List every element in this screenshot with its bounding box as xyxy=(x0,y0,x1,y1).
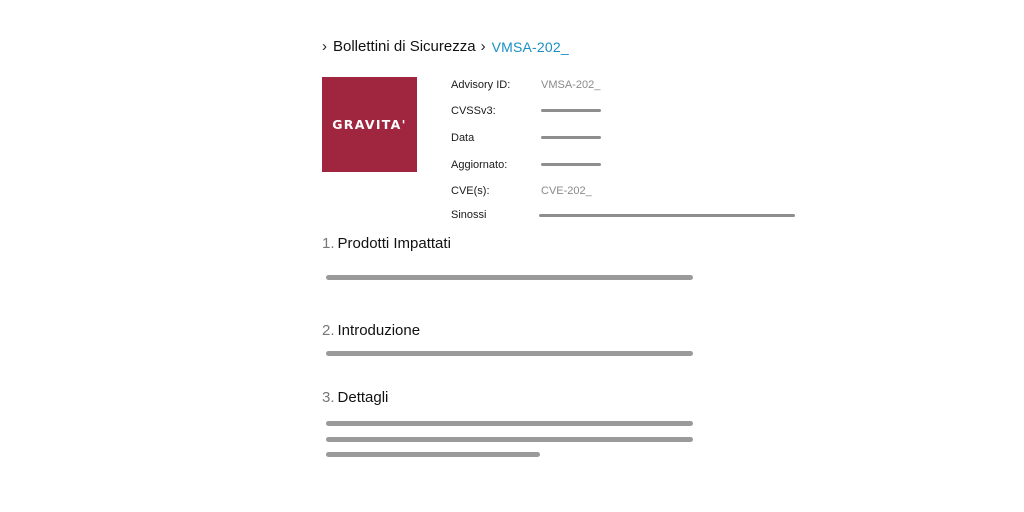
text-placeholder-line xyxy=(326,437,693,442)
updated-label: Aggiornato: xyxy=(451,159,508,171)
section-number: 2. xyxy=(322,322,335,339)
section-title: Prodotti Impattati xyxy=(337,235,451,252)
section-number: 1. xyxy=(322,235,335,252)
date-label: Data xyxy=(451,132,475,144)
chevron-right-icon: › xyxy=(480,38,486,55)
breadcrumb-security-bulletins[interactable]: Bollettini di Sicurezza xyxy=(333,38,476,55)
severity-label: GRAVITA' xyxy=(332,117,407,132)
breadcrumb-current-advisory[interactable]: VMSA-202_ xyxy=(491,39,569,55)
text-placeholder-line xyxy=(326,351,693,356)
text-placeholder-line xyxy=(326,275,693,280)
breadcrumb xyxy=(322,37,569,57)
cvss-value-placeholder xyxy=(541,109,601,112)
section-number: 3. xyxy=(322,389,335,406)
advisory-id-label: Advisory ID: xyxy=(451,79,511,91)
severity-badge xyxy=(322,77,417,172)
section-heading-introduction xyxy=(322,321,420,341)
cves-label: CVE(s): xyxy=(451,185,490,197)
section-heading-impacted-products xyxy=(322,234,451,254)
updated-value-placeholder xyxy=(541,163,601,166)
advisory-id-value: VMSA-202_ xyxy=(541,79,601,91)
section-heading-details xyxy=(322,388,388,408)
synopsis-label: Sinossi xyxy=(451,209,487,221)
cves-value[interactable]: CVE-202_ xyxy=(541,185,592,197)
synopsis-value-placeholder xyxy=(539,214,795,217)
text-placeholder-line xyxy=(326,421,693,426)
cvss-label: CVSSv3: xyxy=(451,105,496,117)
section-title: Introduzione xyxy=(337,322,421,339)
text-placeholder-line xyxy=(326,452,540,457)
chevron-right-icon: › xyxy=(322,38,327,55)
date-value-placeholder xyxy=(541,136,601,139)
section-title: Dettagli xyxy=(337,389,389,406)
